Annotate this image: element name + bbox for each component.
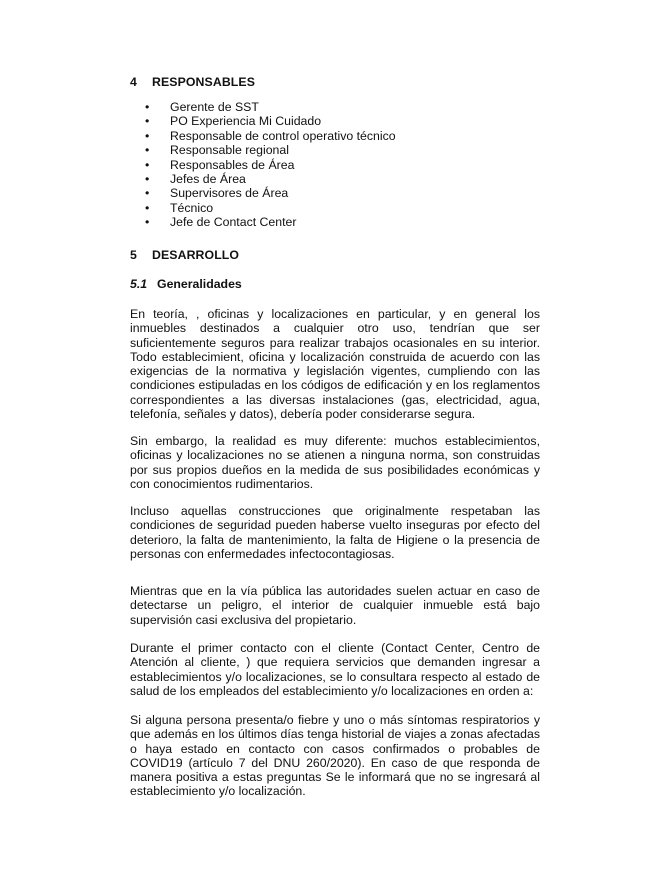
section-5-1-heading [130,277,242,291]
section-4-number: 4 [130,75,137,89]
list-item: • Jefes de Área [145,171,246,186]
bullet-icon: • [145,215,150,230]
section-5-1-number: 5.1 [130,277,148,291]
paragraph-3: Incluso aquellas construcciones que originalmente respetaban las condiciones de seguridad pueden haberse vuelto inseguras por efecto del deterioro, la falta de mantenimiento, la falta de Higiene o la presencia de personas con enfermedades infectocontagiosas. [130,504,540,561]
bullet-icon: • [145,100,150,114]
bullet-icon: • [145,128,150,143]
section-5-number: 5 [130,248,137,262]
section-4-title: RESPONSABLES [152,75,256,89]
responsables-list [145,100,396,230]
paragraph-5: Durante el primer contacto con el cliente (Contact Center, Centro de Atención al cliente, ) que requiera servicios que demanden ingresar a establecimientos y/o localizaciones, se lo consultara respecto al estado de salud de los empleados del establecimiento y/o localizaciones en orden a: [130,641,540,698]
section-5-1-title: Generalidades [157,277,242,291]
bullet-icon: • [145,200,150,215]
section-4-heading [130,75,255,89]
bullet-icon: • [145,186,150,201]
bullet-icon: • [145,114,150,129]
list-item: • Jefe de Contact Center [145,215,297,230]
bullet-icon: • [145,143,150,158]
section-5-title: DESARROLLO [152,248,240,262]
paragraph-4: Mientras que en la vía pública las autoridades suelen actuar en caso de detectarse un peligro, el interior de cualquier inmueble está bajo supervisión casi exclusiva del propietario. [130,584,540,627]
bullet-icon: • [145,157,150,172]
bullet-icon: • [145,171,150,186]
paragraph-2: Sin embargo, la realidad es muy diferente: muchos establecimientos, oficinas y localizaciones no se atienen a ninguna norma, son construidas por sus propios dueños en la medida de sus posibilidades económicas y con conocimientos rudimentarios. [130,434,540,491]
list-item: • PO Experiencia Mi Cuidado [145,114,322,129]
list-item: • Responsable regional [145,143,289,158]
list-item: • Técnico [145,200,214,215]
paragraph-1: En teoría, , oficinas y localizaciones en particular, y en general los inmuebles destinados a cualquier otro uso, tendrían que ser suficientemente seguros para realizar trabajos ocasionales en su interior. Todo establecimient, oficina y localización construida de acuerdo con las exigencias de la normativa y legislación vigentes, cumpliendo con las condiciones estipuladas en los códigos de edificación y en los reglamentos correspondientes a las diversas instalaciones (gas, electricidad, agua, telefonía, señales y datos), debería poder considerarse segura. [130,307,540,422]
paragraph-6: Si alguna persona presenta/o fiebre y uno o más síntomas respiratorios y que además en los últimos días tenga historial de viajes a zonas afectadas o haya estado en contacto con casos confirmados o probables de COVID19 (artículo 7 del DNU 260/2020). En caso de que responda de manera positiva a estas preguntas Se le informará que no se ingresará al establecimiento y/o localización. [130,713,540,799]
list-item: • Responsable de control operativo técnico [145,128,396,143]
section-5-heading [130,248,239,262]
list-item: • Responsables de Área [145,157,295,172]
list-item: • Gerente de SST [145,100,259,114]
list-item: • Supervisores de Área [145,186,289,201]
